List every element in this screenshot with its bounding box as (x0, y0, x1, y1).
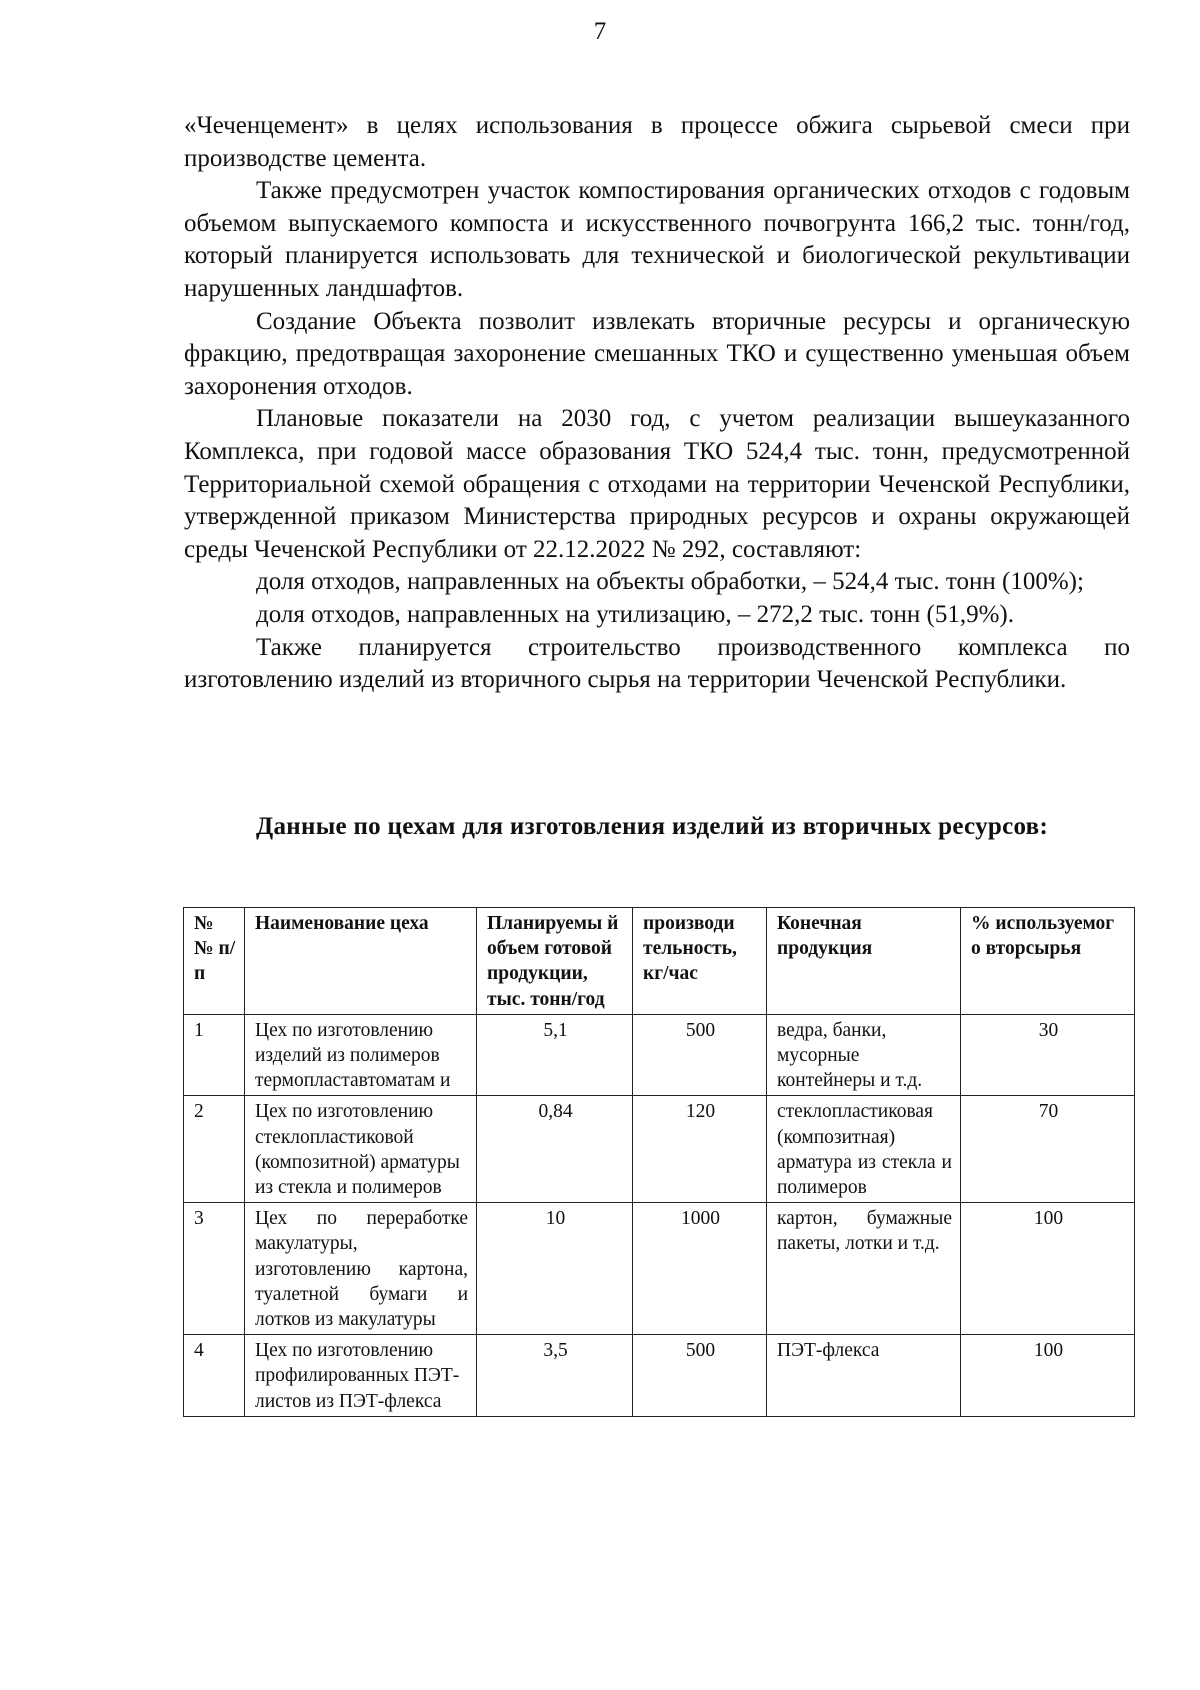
header-capacity: производи тельность, кг/час (633, 908, 767, 1015)
cell-volume: 3,5 (477, 1335, 633, 1417)
table-row (184, 1096, 1135, 1203)
cell-product: ведра, банки, мусорные контейнеры и т.д. (767, 1014, 961, 1096)
cell-num: 4 (184, 1335, 245, 1417)
cell-product: картон, бумажные пакеты, лотки и т.д. (767, 1203, 961, 1335)
cell-product: стеклопластиковая (композитная) арматура из стекла и полимеров (767, 1096, 961, 1203)
paragraph: Плановые показатели на 2030 год, с учетом реализации вышеуказанного Комплекса, при годовой массе образования ТКО 524,4 тыс. тонн, предусмотренной Территориальной схемой обращения с отходами на территории Чеченской Республики, утвержденной приказом Министерства природных ресурсов и охраны окружающей среды Чеченской Республики от 22.12.2022 № 292, составляют: (184, 405, 1130, 563)
table-row (184, 1335, 1135, 1417)
cell-name: Цех по изготовлению изделий из полимеров термопластавтоматам и (245, 1014, 477, 1096)
paragraph: доля отходов, направленных на объекты обработки, – 524,4 тыс. тонн (100%); (256, 568, 1084, 596)
header-name: Наименование цеха (245, 908, 477, 1015)
cell-volume: 0,84 (477, 1096, 633, 1203)
header-num: № № п/п (184, 908, 245, 1015)
paragraph: доля отходов, направленных на утилизацию, – 272,2 тыс. тонн (51,9%). (256, 600, 1014, 628)
table-heading: Данные по цехам для изготовления изделий из вторичных ресурсов: (256, 813, 1049, 840)
table-row (184, 1014, 1135, 1096)
cell-capacity: 500 (633, 1335, 767, 1417)
cell-num: 2 (184, 1096, 245, 1203)
paragraph: Также планируется строительство производственного комплекса по изготовлению изделий из вторичного сырья на территории Чеченской Республики. (184, 633, 1130, 694)
paragraph: Создание Объекта позволит извлекать вторичные ресурсы и органическую фракцию, предотвращая захоронение смешанных ТКО и существенно уменьшая объем захоронения отходов. (184, 307, 1130, 400)
table-row (184, 1203, 1135, 1335)
cell-name: Цех по изготовлению профилированных ПЭТ-листов из ПЭТ-флекса (245, 1335, 477, 1417)
cell-share: 70 (961, 1096, 1135, 1203)
cell-share: 30 (961, 1014, 1135, 1096)
cell-share: 100 (961, 1335, 1135, 1417)
header-volume: Планируемы й объем готовой продукции, тыс. тонн/год (477, 908, 633, 1015)
header-product: Конечная продукция (767, 908, 961, 1015)
cell-num: 3 (184, 1203, 245, 1335)
cell-capacity: 500 (633, 1014, 767, 1096)
page-number: 7 (593, 18, 607, 45)
body-text (184, 110, 1130, 697)
cell-share: 100 (961, 1203, 1135, 1335)
cell-name: Цех по изготовлению стеклопластиковой (композитной) арматуры из стекла и полимеров (245, 1096, 477, 1203)
header-share: % используемог о вторсырья (961, 908, 1135, 1015)
cell-capacity: 120 (633, 1096, 767, 1203)
table-header-row (184, 908, 1135, 1015)
cell-product: ПЭТ-флекса (767, 1335, 961, 1417)
cell-num: 1 (184, 1014, 245, 1096)
cell-volume: 5,1 (477, 1014, 633, 1096)
paragraph: «Чеченцемент» в целях использования в процессе обжига сырьевой смеси при производстве цемента. (184, 112, 1130, 172)
paragraph: Также предусмотрен участок компостирования органических отходов с годовым объемом выпускаемого компоста и искусственного почвогрунта 166,2 тыс. тонн/год, который планируется использовать для технической и биологической рекультивации нарушенных ландшафтов. (184, 177, 1130, 302)
cell-volume: 10 (477, 1203, 633, 1335)
shops-table (183, 907, 1135, 1417)
cell-capacity: 1000 (633, 1203, 767, 1335)
cell-name: Цех по переработке макулатуры, изготовлению картона, туалетной бумаги и лотков из макулатуры (245, 1203, 477, 1335)
